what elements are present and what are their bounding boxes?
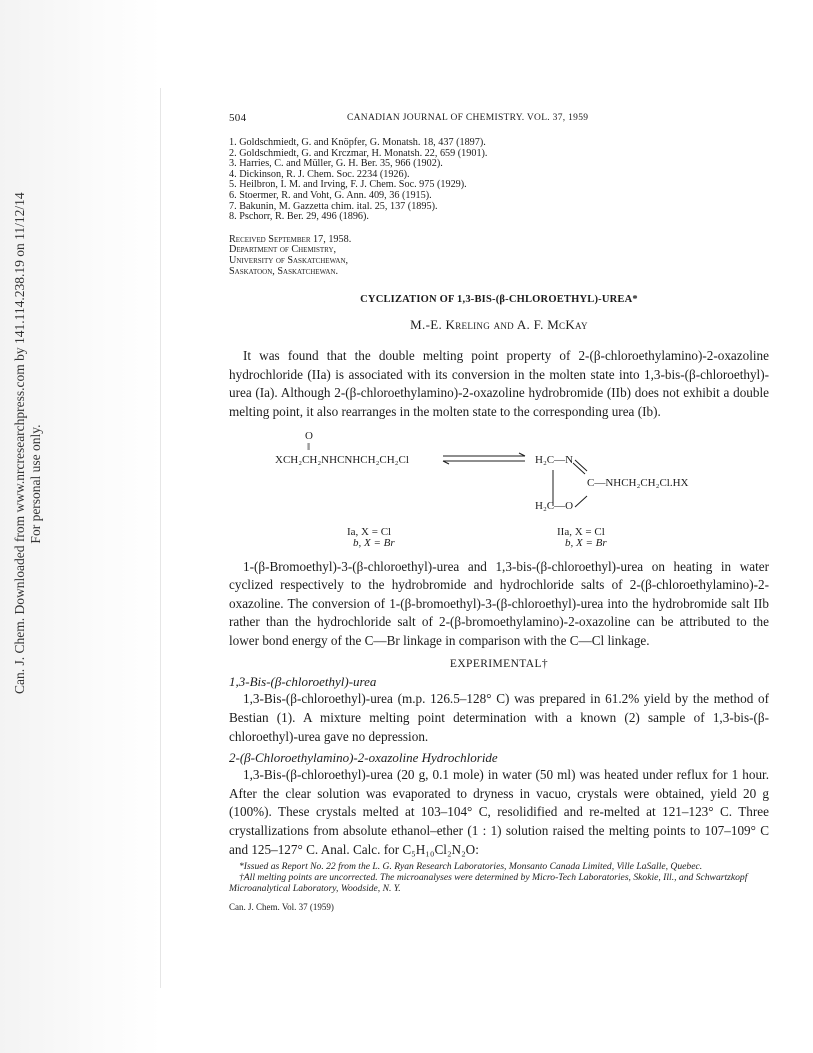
running-head: CANADIAN JOURNAL OF CHEMISTRY. VOL. 37, 1959: [347, 113, 589, 123]
footnote-report: *Issued as Report No. 22 from the L. G. Ryan Research Laboratories, Monsanto Canada Limited, Ville LaSalle, Quebec.: [239, 861, 703, 873]
subsection-text-oxazoline: 1,3-Bis-(β-chloroethyl)-urea (20 g, 0.1 mole) in water (50 ml) was heated under reflux for 1 hour. After the clear solution was evaporated to dryness in vacuo, crystals were obtained, yield 20 g (100%). These crystals melted at 103–104° C, resolidified and re-melted at 121–123° C. Three crystallizations from absolute ethanol–ether (1 : 1) solution raised the melting points to 107–109° C and 125–127° C. Anal. Calc. for C₅H₁₀Cl₂N₂O:: [229, 767, 769, 857]
reference-item: 2. Goldschmiedt, G. and Krczmar, H. Monatsh. 22, 659 (1901).: [229, 147, 488, 159]
discussion-paragraph: 1-(β-Bromoethyl)-3-(β-chloroethyl)-urea and 1,3-bis-(β-chloroethyl)-urea on heating in water cyclized respectively to the hydrobromide and hydrochloride salts of 2-(β-chloroethylamino)-2-oxazoline. The conversion of 1-(β-bromoethyl)-3-(β-chloroethyl)-urea into the hydrobromide salt IIb rather than the hydrochloride salt of 2-(β-bromoethylamino)-2-oxazoline can be attributed to the lower bond energy of the C—Br linkage in comparison with the C—Cl linkage.: [229, 558, 769, 648]
ring-amidine-substituent: C—NHCH₂CH₂Cl.HX: [587, 476, 689, 489]
received-block: [229, 235, 769, 277]
carbonyl-oxygen: O: [305, 429, 313, 442]
abstract-paragraph: It was found that the double melting point property of 2-(β-chloroethylamino)-2-oxazoline hydrochloride (IIa) is associated with its conversion in the molten state into 1,3-bis-(β-chloroethyl)-urea (Ia). Although 2-(β-chloroethylamino)-2-oxazoline hydrobromide (IIb) does not exhibit a double melting point, it also rearranges in the molten state to the corresponding urea (Ib).: [229, 348, 769, 419]
footnote-melting-points: †All melting points are uncorrected. The microanalyses were determined by Micro-Tech Laboratories, Skokie, Ill., and Schwartzkopf Microanalytical Laboratory, Woodside, N. Y.: [229, 872, 748, 895]
carbonyl-double-bond: ‖: [307, 440, 311, 453]
subsection-heading-urea: 1,3-Bis-(β-chloroethyl)-urea: [229, 674, 377, 690]
reference-item: 4. Dickinson, R. J. Chem. Soc. 2234 (1926).: [229, 168, 410, 180]
article-authors: M.-E. Kreling and A. F. McKay: [410, 317, 588, 333]
compound-ii-label-b: b, X = Br: [565, 536, 607, 549]
page-number: 504: [229, 112, 247, 124]
footnotes: [229, 861, 769, 894]
subsection-text-urea: 1,3-Bis-(β-chloroethyl)-urea (m.p. 126.5–128° C) was prepared in 61.2% yield by the method of Bestian (1). A mixture melting point determination with a known (2) sample of 1,3-bis-(β-chloroethyl)-urea gave no depression.: [229, 691, 769, 744]
reaction-scheme: [229, 430, 769, 558]
journal-page: [229, 112, 769, 912]
ring-top-atoms: H₂C—N: [535, 453, 574, 466]
received-date: Received September 17, 1958.: [229, 233, 352, 245]
department: Department of Chemistry,: [229, 244, 337, 256]
article-title: CYCLIZATION OF 1,3-BIS-(β-CHLOROETHYL)-UREA*: [360, 294, 638, 306]
running-header: [229, 112, 769, 128]
compound-i-label-b: b, X = Br: [353, 536, 395, 549]
ring-bottom-atoms: H₂C—O: [535, 499, 574, 512]
compound-ii-label-a: IIa, X = Cl: [557, 525, 605, 538]
reference-item: 8. Pschorr, R. Ber. 29, 496 (1896).: [229, 211, 369, 223]
download-watermark-line-2: For personal use only.: [28, 424, 43, 544]
reference-item: 3. Harries, C. and Müller, G. H. Ber. 35, 966 (1902).: [229, 158, 443, 170]
city: Saskatoon, Saskatchewan.: [229, 265, 339, 277]
reference-list: [229, 138, 769, 223]
download-watermark-line-1: Can. J. Chem. Downloaded from www.nrcresearchpress.com by 141.114.238.19 on 11/12/14: [12, 192, 27, 694]
download-watermark: [12, 192, 44, 694]
university: University of Saskatchewan,: [229, 254, 349, 266]
equilibrium-arrow-icon: [229, 430, 769, 558]
compound-i-label-a: Ia, X = Cl: [347, 525, 392, 538]
subsection-heading-oxazoline: 2-(β-Chloroethylamino)-2-oxazoline Hydrochloride: [229, 750, 498, 766]
page-footer: Can. J. Chem. Vol. 37 (1959): [229, 902, 334, 913]
scan-gutter-line: [160, 88, 161, 988]
reference-item: 5. Heilbron, I. M. and Irving, F. J. Chem. Soc. 975 (1929).: [229, 179, 467, 191]
reference-item: 6. Stoermer, R. and Voht, G. Ann. 409, 36 (1915).: [229, 189, 432, 201]
reference-item: 7. Bakunin, M. Gazzetta chim. ital. 25, 137 (1895).: [229, 200, 438, 212]
experimental-heading: EXPERIMENTAL†: [449, 658, 549, 671]
urea-formula: XCH₂CH₂NHCNHCH₂CH₂Cl: [275, 453, 409, 466]
reference-item: 1. Goldschmiedt, G. and Knöpfer, G. Monatsh. 18, 437 (1897).: [229, 137, 486, 148]
